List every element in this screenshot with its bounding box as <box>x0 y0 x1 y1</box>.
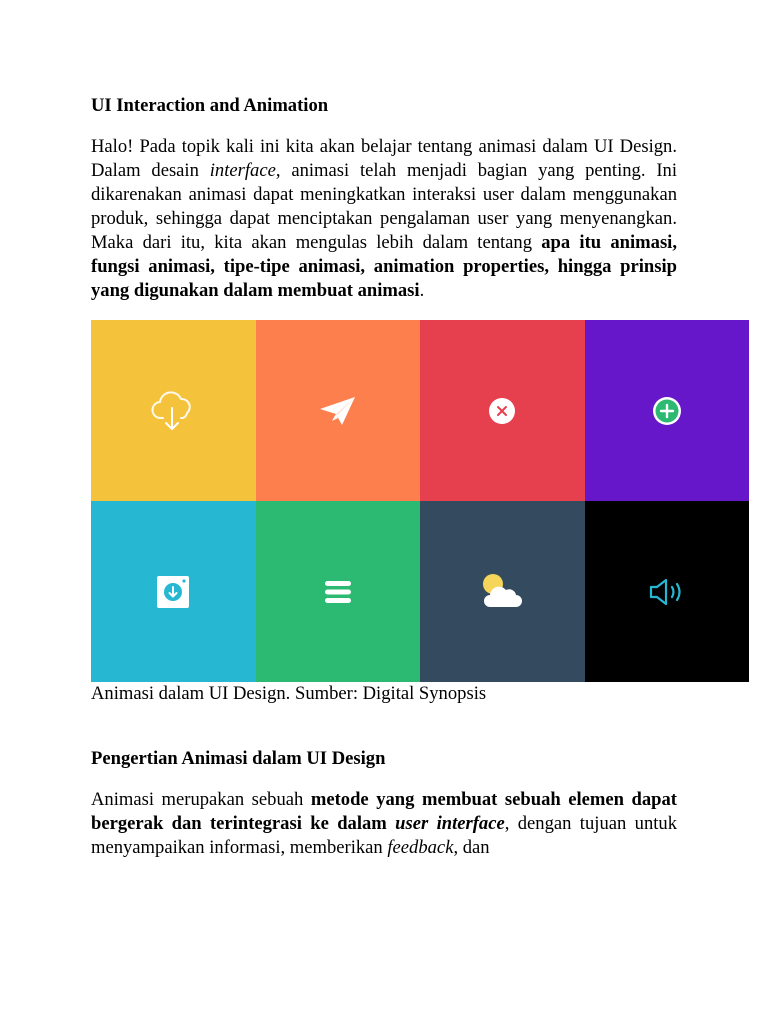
section-text-1: Animasi merupakan sebuah <box>91 789 311 810</box>
section-paragraph <box>91 788 677 860</box>
tile-download-box <box>91 501 256 682</box>
cloud-download-icon <box>150 388 196 434</box>
intro-text-1: Halo! Pada topik kali ini kita akan belajar tentang animasi dalam UI Design. Dalam desain <box>91 136 677 181</box>
download-box-icon <box>156 575 190 609</box>
tile-close <box>420 320 585 501</box>
tile-cloud-download <box>91 320 256 501</box>
tile-plus <box>585 320 750 501</box>
tile-weather <box>420 501 585 682</box>
page-title: UI Interaction and Animation <box>91 95 329 116</box>
intro-text-2: , animasi telah menjadi bagian yang penting. Ini dikarenakan animasi dapat meningkatkan interaksi user dalam menggunakan produk, sehingga dapat menciptakan pengalaman user yang menyenangkan. Maka dari itu, kita akan mengulas lebih dalam tentang <box>91 160 677 253</box>
section-heading: Pengertian Animasi dalam UI Design <box>91 748 386 769</box>
tile-paper-plane <box>256 320 421 501</box>
section-text-2: , dengan tujuan untuk menyampaikan informasi, memberikan <box>91 813 678 858</box>
section-bold-italic: user interface <box>395 813 505 834</box>
tile-menu <box>256 501 421 682</box>
tile-speaker <box>585 501 750 682</box>
speaker-icon <box>649 578 685 606</box>
figure-caption: Animasi dalam UI Design. Sumber: Digital Synopsis <box>91 683 487 704</box>
weather-sun-cloud-icon <box>480 572 524 612</box>
intro-paragraph <box>91 135 677 303</box>
section-text-3: , dan <box>453 837 490 858</box>
intro-italic-interface: interface <box>209 160 276 181</box>
intro-text-3: . <box>419 280 425 301</box>
menu-icon <box>325 581 351 603</box>
section-italic-feedback: feedback <box>387 837 454 858</box>
close-circle-icon <box>488 397 516 425</box>
paper-plane-icon <box>318 394 358 428</box>
section-bold-text: metode yang membuat sebuah elemen dapat bergerak dan terintegrasi ke dalam <box>91 789 677 834</box>
document-body <box>91 94 677 860</box>
plus-circle-icon <box>652 396 682 426</box>
intro-bold-topics: apa itu animasi, fungsi animasi, tipe-tipe animasi, animation properties, hingga prinsip yang digunakan dalam membuat animasi <box>91 232 677 301</box>
animation-icon-grid <box>91 320 749 682</box>
